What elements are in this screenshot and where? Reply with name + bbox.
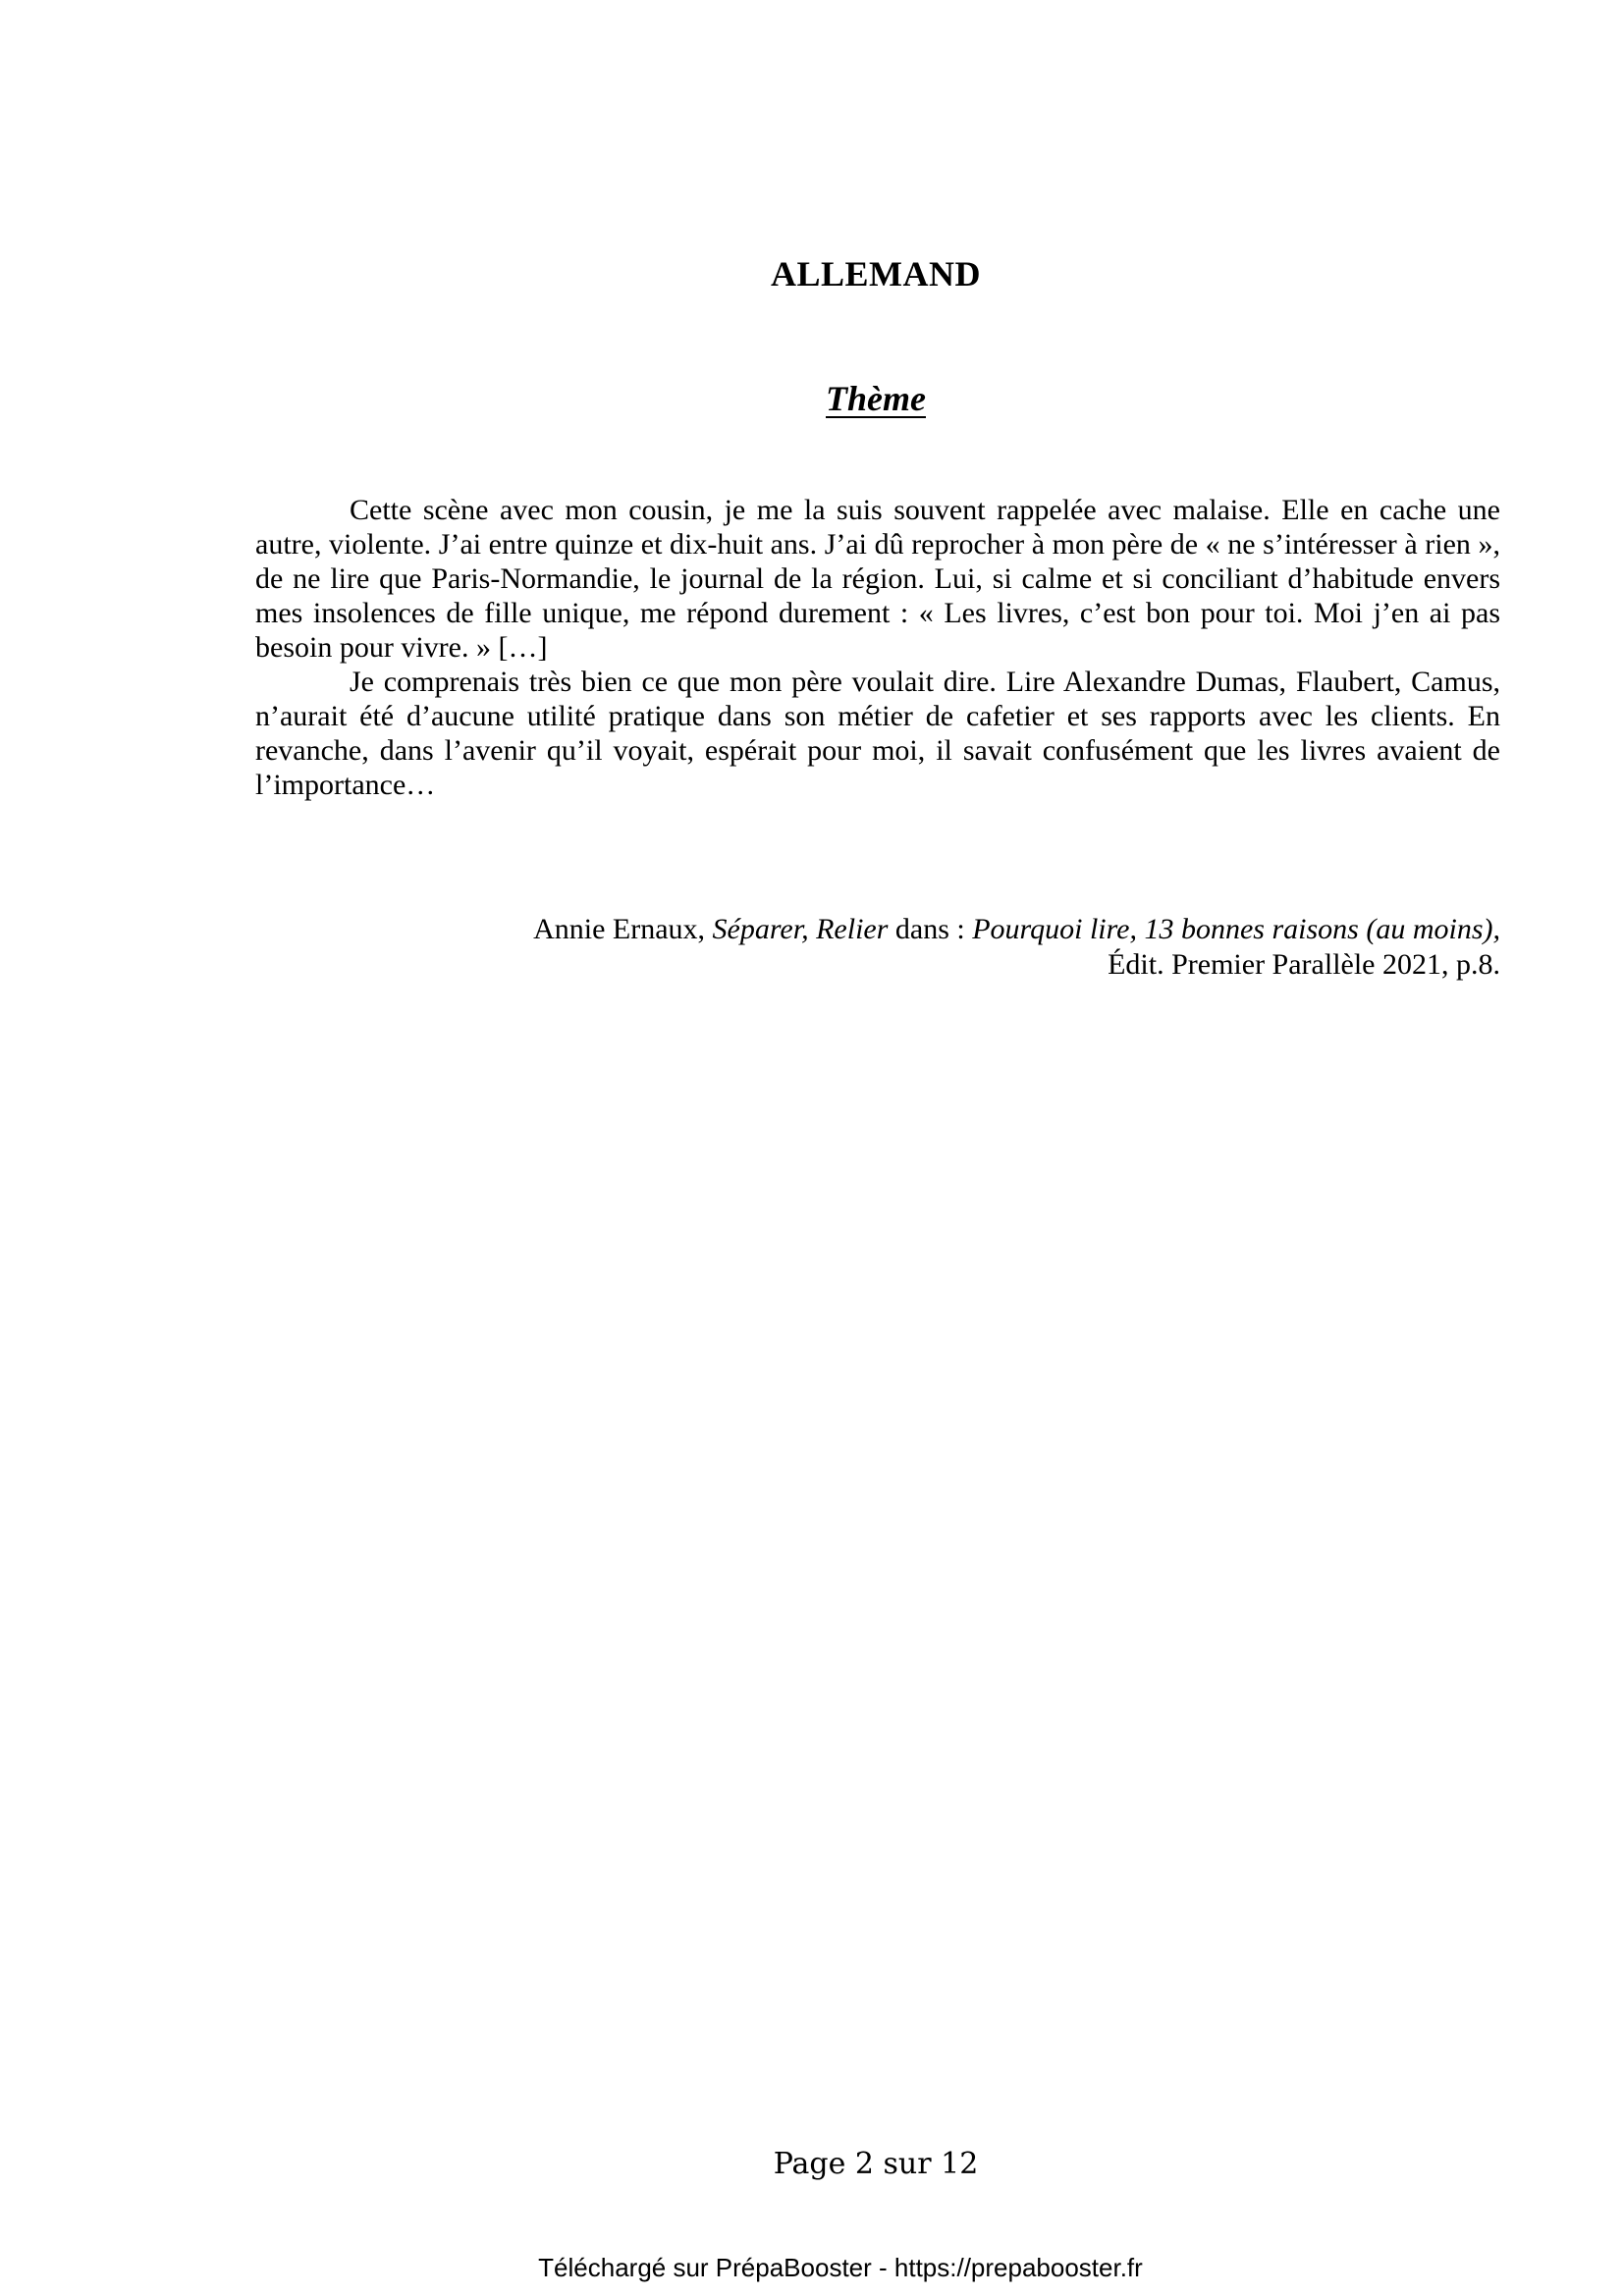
section-subtitle: Thème [826,379,926,418]
page-number: Page 2 sur 12 [773,2147,979,2181]
citation-publisher: Édit. Premier Parallèle 2021, p.8. [1108,948,1500,981]
citation-work: Séparer, Relier [712,913,889,945]
section-title: ALLEMAND [770,254,981,294]
text-paragraph-2: Je comprenais très bien ce que mon père voulait dire. Lire Alexandre Dumas, Flaubert, Camus, n’aurait été d’aucune utilité pratique dans son métier de cafetier et ses rapports avec les clients. En revanche, dans l’avenir qu’il voyait, espérait pour moi, il savait confusément que les livres avaient de l’importance… [255,666,1500,801]
citation-line-1 [255,912,1500,947]
text-paragraph-1: Cette scène avec mon cousin, je me la suis souvent rappelée avec malaise. Elle en cache une autre, violente. J’ai entre quinze et dix-huit ans. J’ai dû reprocher à mon père de « ne s’intéresser à rien », de ne lire que Paris-Normandie, le journal de la région. Lui, si calme et si conciliant d’habitude envers mes insolences de fille unique, me répond durement : « Les livres, c’est bon pour toi. Moi j’en ai pas besoin pour vivre. » […] [255,494,1500,664]
citation-collection: Pourquoi lire, 13 bonnes raisons (au moins), [972,913,1500,945]
citation-connector: dans : [888,913,973,945]
source-text [255,493,1500,802]
download-footer: Téléchargé sur PrépaBooster - https://prepabooster.fr [538,2253,1143,2282]
citation-author: Annie Ernaux, [533,913,713,945]
citation [255,912,1500,983]
